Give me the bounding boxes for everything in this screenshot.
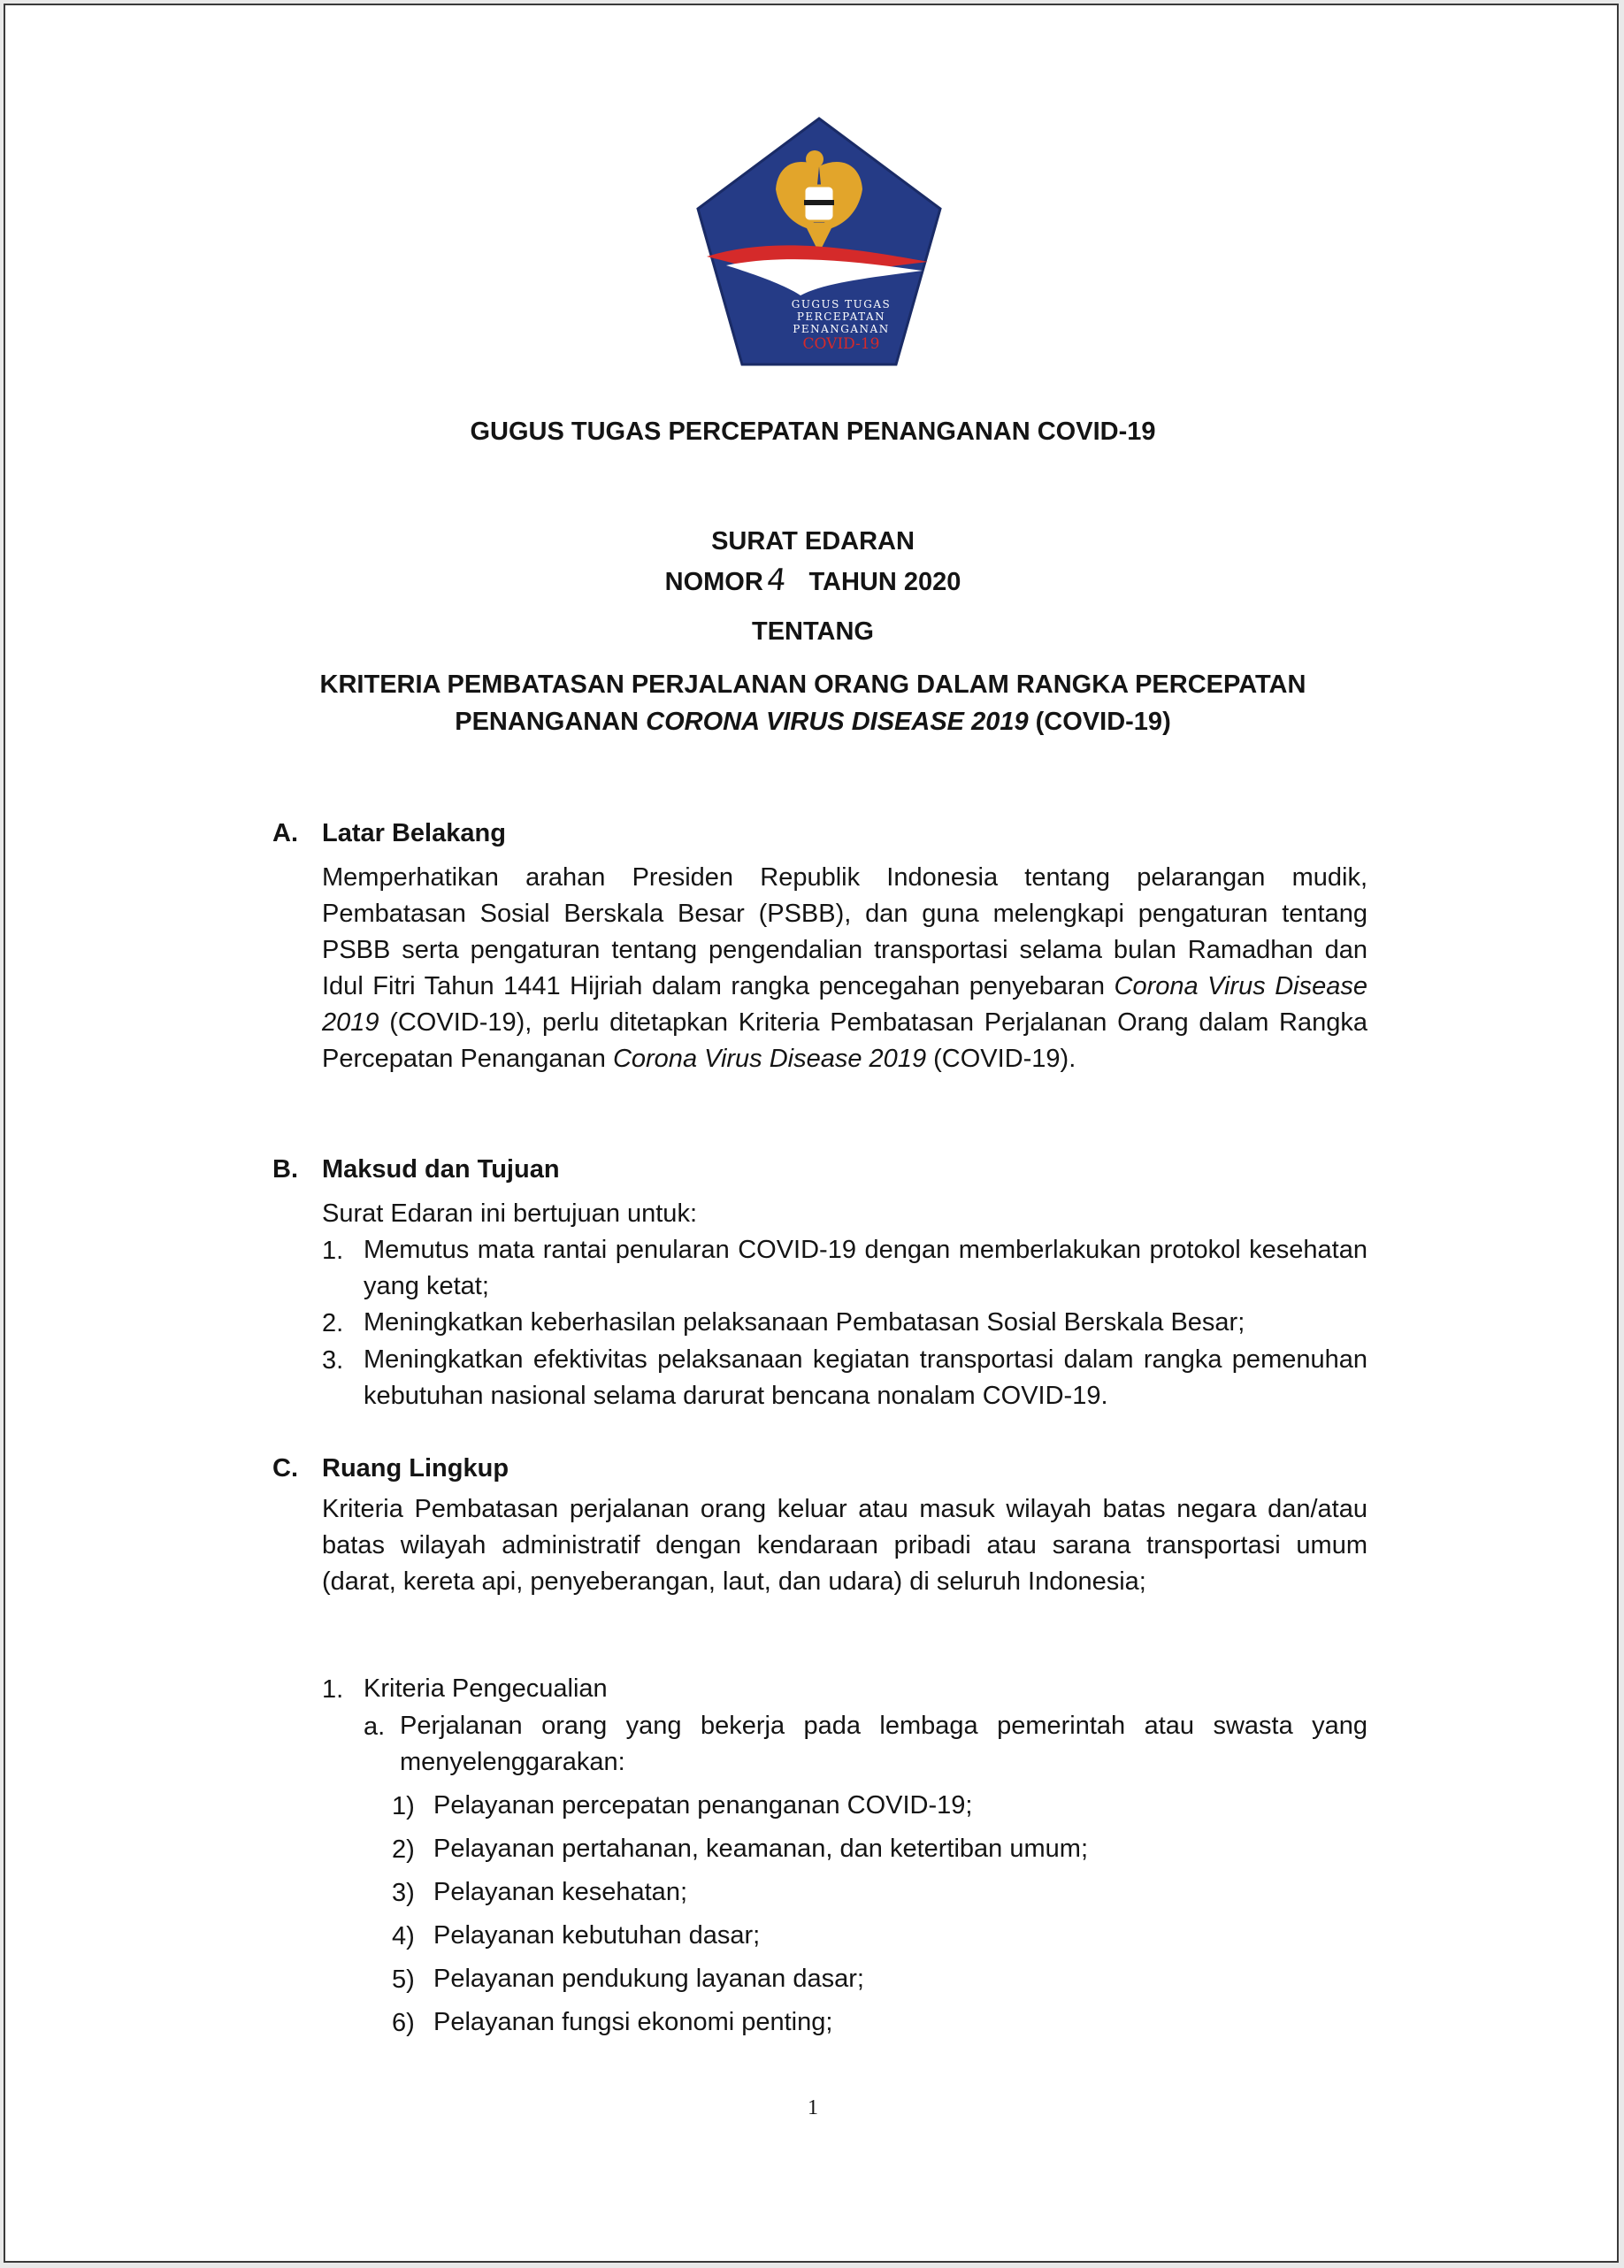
section-c-paragraph: Kriteria Pembatasan perjalanan orang keluar atau masuk wilayah batas negara dan/atau batas wilayah administratif dengan kendaraan pribadi atau sarana transportasi umum (darat, kereta api, penyeberangan, laut, dan udara) di seluruh Indonesia; bbox=[322, 1495, 1367, 1596]
exception-item-text: Pelayanan kesehatan; bbox=[433, 1878, 687, 1906]
sub-item-text: Perjalanan orang yang bekerja pada lembaga pemerintah atau swasta yang menyelenggarakan: bbox=[400, 1712, 1367, 1776]
logo-text-line1: GUGUS TUGAS bbox=[791, 298, 892, 310]
sub-list-number: 1. bbox=[322, 1675, 344, 1704]
exception-item-number: 5) bbox=[392, 1965, 415, 1994]
section-b-intro: Surat Edaran ini bertujuan untuk: bbox=[322, 1199, 697, 1228]
document-number-line bbox=[5, 563, 1620, 598]
sub-list-title: Kriteria Pengecualian bbox=[364, 1674, 608, 1703]
section-a-heading bbox=[272, 819, 506, 848]
list-item-number: 3. bbox=[322, 1346, 344, 1375]
page-number: 1 bbox=[808, 2096, 818, 2119]
section-c-letter: C. bbox=[272, 1454, 298, 1483]
section-a-text-3: (COVID-19). bbox=[926, 1045, 1076, 1073]
section-a-title: Latar Belakang bbox=[322, 819, 506, 847]
organization-title: GUGUS TUGAS PERCEPATAN PENANGANAN COVID-19 bbox=[470, 418, 1156, 446]
exception-item-text: Pelayanan fungsi ekonomi penting; bbox=[433, 2008, 833, 2036]
section-a-letter: A. bbox=[272, 819, 298, 847]
tentang-label: TENTANG bbox=[751, 617, 874, 646]
list-item-number: 2. bbox=[322, 1309, 344, 1337]
exception-item-text: Pelayanan kebutuhan dasar; bbox=[433, 1921, 761, 1950]
logo-text-line3: PENANGANAN bbox=[793, 323, 890, 335]
exception-item-number: 3) bbox=[392, 1879, 415, 1907]
exception-item-text: Pelayanan pertahanan, keamanan, dan ketertiban umum; bbox=[433, 1835, 1088, 1863]
document-type: SURAT EDARAN bbox=[711, 527, 915, 556]
list-item-number: 1. bbox=[322, 1237, 344, 1265]
section-a-italic-2: Corona Virus Disease 2019 bbox=[612, 1045, 927, 1073]
subject-line-1: KRITERIA PEMBATASAN PERJALANAN ORANG DALAM RANGKA PERCEPATAN bbox=[319, 670, 1306, 699]
section-b-heading bbox=[272, 1155, 560, 1184]
list-item-text: Meningkatkan efektivitas pelaksanaan kegiatan transportasi dalam rangka pemenuhan kebutuhan nasional selama darurat bencana nonalam COVID-19. bbox=[364, 1345, 1367, 1410]
gugus-tugas-logo bbox=[691, 113, 947, 370]
garuda-head-shape bbox=[806, 150, 823, 168]
document-page bbox=[4, 4, 1619, 2263]
garuda-shield-band bbox=[804, 200, 834, 205]
list-item-text: Memutus mata rantai penularan COVID-19 dengan memberlakukan protokol kesehatan yang ketat; bbox=[364, 1236, 1367, 1300]
exception-item-text: Pelayanan percepatan penanganan COVID-19; bbox=[433, 1791, 973, 1820]
subject-line-2 bbox=[5, 708, 1620, 737]
section-a-text-1: Memperhatikan arahan Presiden Republik Indonesia tentang pelarangan mudik, Pembatasan Sosial Berskala Besar (PSBB), dan guna melengkapi pengaturan tentang PSBB serta pengaturan tentang pengendalian transportasi selama bulan Ramadhan dan Idul Fitri Tahun 1441 Hijriah dalam rangka pencegahan penyebaran bbox=[322, 863, 1367, 1000]
subject-text-end: (COVID-19) bbox=[1028, 708, 1171, 736]
section-b-letter: B. bbox=[272, 1155, 298, 1184]
exception-item-text: Pelayanan pendukung layanan dasar; bbox=[433, 1965, 864, 1993]
section-a-italic-1: Corona Virus Disease 2019 bbox=[322, 972, 1368, 1037]
subject-text: PENANGANAN bbox=[455, 708, 647, 736]
section-b-title: Maksud dan Tujuan bbox=[322, 1155, 560, 1184]
sub-item-letter: a. bbox=[364, 1712, 386, 1741]
list-item-text: Meningkatkan keberhasilan pelaksanaan Pembatasan Sosial Berskala Besar; bbox=[364, 1308, 1245, 1337]
exception-item-number: 4) bbox=[392, 1922, 415, 1950]
tahun-label: TAHUN 2020 bbox=[808, 568, 961, 596]
nomor-label: NOMOR bbox=[664, 568, 763, 596]
section-a-text-2: (COVID-19), perlu ditetapkan Kriteria Pembatasan Perjalanan Orang dalam Rangka Percepatan Penanganan bbox=[322, 1008, 1367, 1073]
exception-item-number: 6) bbox=[392, 2009, 415, 2037]
exception-item-number: 1) bbox=[392, 1792, 415, 1820]
logo-text-line2: PERCEPATAN bbox=[796, 310, 886, 323]
logo-text-line4: COVID-19 bbox=[802, 335, 880, 353]
nomor-handwritten-value: 4 bbox=[764, 563, 788, 598]
section-c-title: Ruang Lingkup bbox=[322, 1454, 509, 1483]
section-a-paragraph bbox=[322, 860, 1367, 1077]
section-c-heading bbox=[272, 1454, 509, 1483]
subject-italic-text: CORONA VIRUS DISEASE 2019 bbox=[646, 708, 1029, 736]
exception-item-number: 2) bbox=[392, 1835, 415, 1864]
